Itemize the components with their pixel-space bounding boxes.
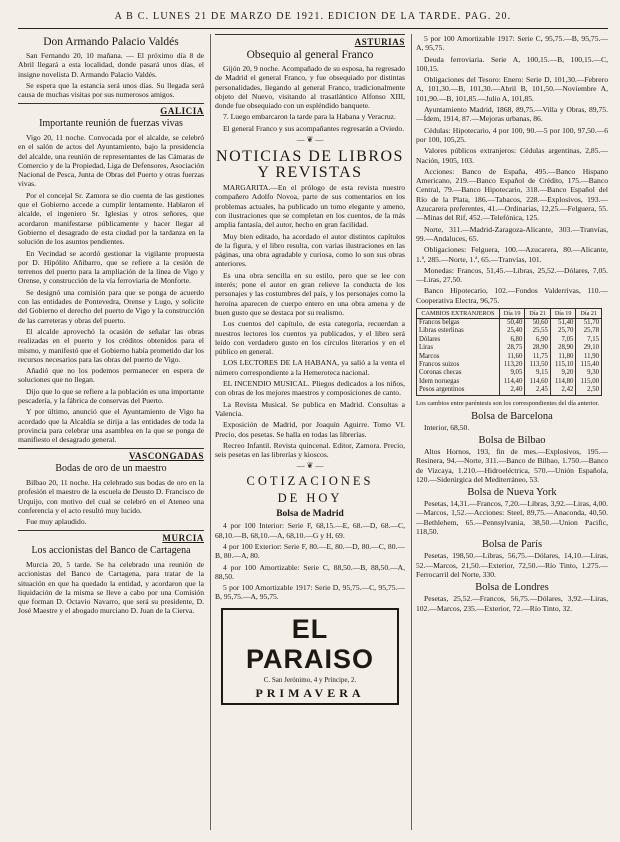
quote-line: 4 por 100 Exterior: Serie F, 80.—E, 80.—D, 80.—C, 80.—B, 80.—A, 80. bbox=[215, 541, 405, 561]
paragraph: Dijo que lo que se refiere a la población es una importante pescadería, y la fábrica de conservas del Puerto. bbox=[18, 386, 204, 405]
rate-cell: 2,42 bbox=[550, 386, 576, 395]
quote-line: Acciones: Banco de España, 495.—Banco Hispano Americano, 219.—Banco Español de Crédito, 175.—Banco Central, 79.—Banco Hipotecario, 318.—Banco Español del Río de la Plata, 186.—Tabacos, 228.—Explosivos, 193.—Azucarera preferentes, 41.—Ordinarias, 12,25.—Felguera, 55.—Minas del Rif, 452.—Telefónica, 125. bbox=[416, 166, 608, 223]
rate-cell: 11,75 bbox=[525, 353, 551, 361]
bolsa-barcelona-heading: Bolsa de Barcelona bbox=[471, 410, 553, 422]
quote-line: Valores públicos extranjeros: Cédulas argentinas, 2,85.—Nación, 1905, 103. bbox=[416, 146, 608, 165]
bolsa-nueva-york-heading: Bolsa de Nueva York bbox=[467, 487, 557, 499]
book-notice: Recreo Infantil. Revista quincenal. Editor, Zamora. Precio, seis pesetas en las librerías y kioscos. bbox=[215, 440, 405, 460]
paragraph: El general Franco y sus acompañantes regresarán a Oviedo. bbox=[223, 123, 405, 133]
table-row bbox=[417, 344, 602, 352]
table-row bbox=[417, 327, 602, 335]
exchange-rates-table bbox=[416, 308, 602, 396]
paragraph: Muy bien editado, ha acordado el autor distintos capítulos de la figura, y el libro resulta, con varias ilustraciones en las páginas, una obra agradable y curiosa, como lo son sus obras anteriores. bbox=[215, 231, 405, 269]
quote-line: Norte, 311.—Madrid-Zaragoza-Alicante, 303.—Tranvías, 99.—Andaluces, 65. bbox=[416, 224, 608, 243]
rate-cell: 11,60 bbox=[499, 353, 525, 361]
rate-cell: 28,90 bbox=[525, 344, 551, 352]
cotizaciones-heading: COTIZACIONES bbox=[246, 474, 374, 489]
currency-cell: Francos belgas bbox=[417, 319, 500, 328]
rate-cell: 50,60 bbox=[525, 319, 551, 328]
rate-cell: 9,15 bbox=[525, 369, 551, 377]
paragraph: 7. Luego embarcaron la tarde para la Habana y Veracruz. bbox=[223, 112, 396, 122]
table-row bbox=[417, 378, 602, 386]
article-title-bodas-de-oro: Bodas de oro de un maestro bbox=[55, 463, 167, 475]
article-title-palacio-valdes: Don Armando Palacio Valdés bbox=[43, 36, 179, 48]
paragraph: Se espera que la estancia será unos días. Su llegada será causa de muchas visitas por sus numerosos amigos. bbox=[18, 80, 204, 100]
rate-cell: 50,40 bbox=[499, 319, 525, 328]
rate-cell: 6,80 bbox=[499, 336, 525, 344]
de-hoy-heading: DE HOY bbox=[277, 491, 343, 506]
quote-line: Deuda ferroviaria. Serie A, 100,15.—B, 100,15.—C, 100,15. bbox=[416, 54, 608, 73]
rate-cell: 114,80 bbox=[550, 378, 576, 386]
currency-cell: Idem noruegas bbox=[417, 378, 500, 386]
bolsa-londres-heading: Bolsa de Londres bbox=[475, 582, 549, 594]
currency-cell: Dólares bbox=[417, 336, 500, 344]
table-row bbox=[417, 353, 602, 361]
quote-line: Cédulas: Hipotecario, 4 por 100, 90.—5 por 100, 97,50.—6 por 100, 105,25. bbox=[416, 125, 608, 144]
bolsa-paris-heading: Bolsa de París bbox=[481, 539, 543, 551]
rate-cell: 9,20 bbox=[550, 369, 576, 377]
rate-cell: 29,10 bbox=[576, 344, 602, 352]
rate-cell: 25,40 bbox=[499, 327, 525, 335]
rate-cell: 115,40 bbox=[576, 361, 602, 369]
table-row bbox=[417, 336, 602, 344]
paragraph: Es una obra sencilla en su estilo, pero que se lee con interés; pone el autor en gran relieve la conducta de los personajes y las costumbres del país, y los personajes como la heroína aparecen de cuerpo entero en una obra amena y de buen gusto que se destaca por su realismo. bbox=[215, 270, 405, 317]
paragraph: Fue muy aplaudido. bbox=[26, 517, 87, 527]
table-header: Día 21 bbox=[576, 309, 602, 319]
rate-cell: 115,00 bbox=[576, 378, 602, 386]
quote-line: Obligaciones del Tesoro: Enero: Serie D, 101,30.—Febrero A, 101,30.—B, 101,30.—Abril B, 101,50.—Noviembre A, 101,90.—B, 101,85.—Julio A, 101,85. bbox=[416, 75, 608, 103]
rate-cell: 9,30 bbox=[576, 369, 602, 377]
section-label-galicia: GALICIA bbox=[18, 103, 204, 116]
quote-line: 4 por 100 Interior: Serie F, 68,15.—E, 68.—D, 68.—C, 68,10.—B, 68,10.—A, 68,10.—G y H, 69. bbox=[215, 521, 405, 540]
advertisement-el-paraiso bbox=[221, 608, 399, 705]
ad-slogan: PRIMAVERA bbox=[255, 685, 365, 700]
table-row bbox=[417, 319, 602, 328]
paragraph: Vigo 20, 11 noche. Convocada por el alcalde, se celebró en el salón de actos del Ayuntamiento, bajo la presidencia del alcalde, una reunión de representantes de las Cámaras de Comercio y de la Propiedad, Liga de Defensores, Asociación Nacional de Pesca, Junta de Obras del Puerto y otras fuerzas vivas. bbox=[18, 132, 204, 189]
quote-line: Pesetas, 198,50.—Libras, 56,75.—Dólares, 14,10.—Liras, 52.—Marcos, 21,50.—Exterior, 72,50.—Río Tinto, 1.275.—Ferrocarril del Norte, 330. bbox=[416, 551, 608, 579]
column-2 bbox=[215, 34, 405, 830]
rate-cell: 114,60 bbox=[525, 378, 551, 386]
table-header-row bbox=[417, 309, 602, 319]
rate-cell: 115,10 bbox=[550, 361, 576, 369]
currency-cell: Coronas checas bbox=[417, 369, 500, 377]
book-notice: LOS LECTORES DE LA HABANA, ya salió a la venta el número correspondiente a la Hemeroteca nacional. bbox=[215, 358, 405, 377]
quote-line: 5 por 100 Amortizable 1917: Serie D, 95,75.—C, 95,75.—B, 95,75.—A, 95,75. bbox=[215, 583, 405, 602]
ad-address: C. San Jerónimo, 4 y Príncipe, 2. bbox=[263, 675, 357, 684]
table-header: Día 19 bbox=[550, 309, 576, 319]
ad-title: EL PARAISO bbox=[245, 613, 374, 674]
quote-line: Altos Hornos, 193, fin de mes.—Explosivos, 195.—Resinera, 94.—Norte, 311.—Banco de Bilbao, 1.750.—Banco de Vizcaya, 1.210.—Hidroeléctrica, 570.—Unión Española, 120.—Siderúrgica del Mediterráneo, 53. bbox=[416, 446, 608, 484]
ornament-divider: — ❦ — bbox=[296, 461, 324, 471]
table-header: Día 21 bbox=[525, 309, 551, 319]
paragraph: Se designó una comisión para que se ponga de acuerdo con las entidades de Pontevedra, Orense y Lugo, y solicite del Gobierno el derecho del puerto de Vigo y la construcción de las carreteras y obras del puerto. bbox=[18, 287, 204, 325]
article-title-banco-cartagena: Los accionistas del Banco de Cartagena bbox=[31, 545, 191, 557]
currency-cell: Marcos bbox=[417, 353, 500, 361]
paragraph: Y por último, anunció que el Ayuntamiento de Vigo ha acordado que la Alcaldía se dirija a las entidades de toda la provincia para celebrar una asamblea en la que se ponga de manifiesto el desagrado general. bbox=[18, 407, 204, 445]
rate-cell: 113,50 bbox=[525, 361, 551, 369]
rate-cell: 2,45 bbox=[525, 386, 551, 395]
rate-cell: 7,15 bbox=[576, 336, 602, 344]
paragraph: MARGARITA.—En el prólogo de esta revista nuestro compañero Adolfo Novoa, parte de sus comentarios en los problemas actuales, ha publicado un tomo elegante y ameno, con ilustraciones que se completan en los cuentos, de la más amplia fantasía, del autor, hecho en gran facilidad. bbox=[215, 183, 405, 230]
section-label-asturias: ASTURIAS bbox=[215, 34, 405, 47]
rate-cell: 2,40 bbox=[499, 386, 525, 395]
rate-cell: 25,55 bbox=[525, 327, 551, 335]
article-title-fuerzas-vivas: Importante reunión de fuerzas vivas bbox=[39, 118, 183, 130]
quote-line: 4 por 100 Amortizable: Serie C, 88,50.—B, 88,50.—A, 88,50. bbox=[215, 562, 405, 581]
article-title-general-franco: Obsequio al general Franco bbox=[246, 49, 374, 61]
quote-line: 5 por 100 Amortizable 1917: Serie C, 95,75.—B, 95,75.—A, 95,75. bbox=[416, 34, 608, 53]
quote-line: Obligaciones: Felguera, 100.—Azucarera, 80.—Alicante, 1.ª, 285.—Norte, 1.ª, 65.—Tranvías, 101. bbox=[416, 245, 608, 264]
currency-cell: Liras bbox=[417, 344, 500, 352]
paragraph: Por el concejal Sr. Zamora se dio cuenta de las gestiones que el Gobierno accede a cumplir lentamente. Hablaron el alcalde, el ingeniero Sr. Iglesias y otros señores, que acordaron manifestarse públicamente y hacer llegar al Gobierno el desagrado de esta ciudad por la tardanza en la solución de los asuntos pendientes. bbox=[18, 190, 204, 247]
rate-cell: 51,40 bbox=[550, 319, 576, 328]
section-label-vascongadas: VASCONGADAS bbox=[18, 448, 204, 461]
bolsa-bilbao-heading: Bolsa de Bilbao bbox=[478, 434, 546, 446]
rate-cell: 6,90 bbox=[525, 336, 551, 344]
ornament-divider: — ❦ — bbox=[296, 135, 324, 145]
rate-cell: 25,78 bbox=[576, 327, 602, 335]
book-notice: Exposición de Madrid, por Joaquín Aguirre. Tomo VI. Precio, dos pesetas. Se halla en todas las librerías. bbox=[215, 420, 405, 439]
rate-cell: 11,80 bbox=[550, 353, 576, 361]
paragraph: Los cuentos del capítulo, de esta categoría, recuerdan a nuestros lectores los cuentos ya publicados, y el libro será leído con verdadero gusto en los círculos literarios y en el público en general. bbox=[215, 319, 405, 357]
column-rule-1 bbox=[210, 34, 211, 830]
column-1 bbox=[18, 34, 204, 830]
rate-cell: 9,05 bbox=[499, 369, 525, 377]
paragraph: En Vecindad se acordó gestionar la vigilante propuesta por D. Hipólito Añibarro, que se refiere a la cesión de terrenos del puerto para la ampliación de la línea de Vigo y Orense, y construcción de la vía ferroviaria de Monforte. bbox=[18, 248, 204, 286]
table-row bbox=[417, 386, 602, 395]
article-title-libros-revistas: NOTICIAS DE LIBROS Y REVISTAS bbox=[216, 148, 404, 182]
table-header: CAMBIOS EXTRANJEROS bbox=[417, 309, 500, 319]
quote-line: Monedas: Francos, 51,45.—Libras, 25,52.—Dólares, 7,05.—Liras, 27,50. bbox=[416, 265, 608, 285]
masthead: A B C. LUNES 21 DE MARZO DE 1921. EDICION DE LA TARDE. PAG. 20. bbox=[18, 8, 608, 29]
book-notice: EL INCENDIO MUSICAL. Pliegos dedicados a los niños, con obras de los mejores maestros y composiciones de canto. bbox=[215, 379, 405, 398]
currency-cell: Francos suizos bbox=[417, 361, 500, 369]
column-rule-2 bbox=[411, 34, 412, 830]
paragraph: Gijón 20, 9 noche. Acompañado de su esposa, ha regresado de Madrid el general Franco, y fue obsequiado por distintas personalidades, llegando al general Franco, tradicionalmente objeto del Nuevo, visitando al trasatlántico Alfonso XIII, donde fue obsequiado con un espléndido banquete. bbox=[215, 64, 405, 111]
column-3 bbox=[416, 34, 608, 830]
section-label-murcia: MURCIA bbox=[18, 530, 204, 543]
currency-cell: Libras esterlinas bbox=[417, 327, 500, 335]
rate-cell: 2,50 bbox=[576, 386, 602, 395]
rate-cell: 7,05 bbox=[550, 336, 576, 344]
table-row bbox=[417, 361, 602, 369]
currency-cell: Pesos argentinos bbox=[417, 386, 500, 395]
paragraph: Murcia 20, 5 tarde. Se ha celebrado una reunión de accionistas del Banco de Cartagena, para tratar de la situación en que ha quedado la entidad, y acordaron que la liquidación de la misma se lleve a cabo por una Comisión que forman D. Octavio Navarro, que será su presidente, D. José Maestre y el abogado murciano D. Juan de la Cierva. bbox=[18, 559, 204, 616]
rate-cell: 11,90 bbox=[576, 353, 602, 361]
quote-line: Pesetas, 25,52.—Francos, 56,75.—Dólares, 3,92.—Liras, 102.—Marcos, 235.—Exterior, 72.—Río Tinto, 32. bbox=[416, 594, 608, 613]
rate-cell: 113,20 bbox=[499, 361, 525, 369]
bolsa-madrid-heading: Bolsa de Madrid bbox=[276, 509, 344, 520]
paragraph: Bilbao 20, 11 noche. Ha celebrado sus bodas de oro en la profesión el maestro de la escuela de Deusto D. Francisco de Urquijo, con motivo del cual se celebró en el Ateneo una conferencia y el acto resultó muy lucido. bbox=[18, 477, 204, 515]
rate-cell: 28,75 bbox=[499, 344, 525, 352]
quote-line: Pesetas, 14,31.—Francos, 7,20.—Libras, 3,92.—Liras, 4,00.—Marcos, 1,52.—Acciones: Steel, 89,75.—Anaconda, 40,50.—Bethlehem, 65.—Pennsylvania, 38,50.—Union Pacific, 118,50. bbox=[416, 499, 608, 537]
table-header: Día 19 bbox=[499, 309, 525, 319]
paragraph: El alcalde aprovechó la ocasión de señalar las obras realizadas en el puerto y los créditos obtenidos para el mismo, y manifestó que el Gobierno había prometido dar los recursos necesarios para las obras del puerto de Vigo. bbox=[18, 326, 204, 364]
table-row bbox=[417, 369, 602, 377]
table-note: Los cambios entre paréntesis son los correspondientes del día anterior. bbox=[416, 399, 600, 407]
rate-cell: 51,70 bbox=[576, 319, 602, 328]
quote-line: Interior, 68,50. bbox=[424, 422, 470, 432]
paragraph: Añadió que no los podemos permanecer en espera de soluciones que no llegan. bbox=[18, 366, 204, 385]
rate-cell: 114,40 bbox=[499, 378, 525, 386]
book-notice: La Revista Musical. Se publica en Madrid. Consultas a Valencia. bbox=[215, 399, 405, 418]
newspaper-page bbox=[18, 8, 608, 834]
rate-cell: 25,70 bbox=[550, 327, 576, 335]
paragraph: San Fernando 20, 10 mañana. — El próximo día 8 de Abril llegará a esta localidad, donde pasará unos días, el insigne novelista D. Armando Palacio Valdés. bbox=[18, 51, 204, 79]
quote-line: Ayuntamiento Madrid, 1868, 89,75.—Villa y Obras, 89,75.—Ídem, 1914, 87.—Mejoras urbanas, 86. bbox=[416, 105, 608, 124]
quote-line: Banco Hipotecario, 102.—Fondos Valderrivas, 110.—Cooperativa Electra, 96,75. bbox=[416, 286, 608, 305]
rate-cell: 28,90 bbox=[550, 344, 576, 352]
